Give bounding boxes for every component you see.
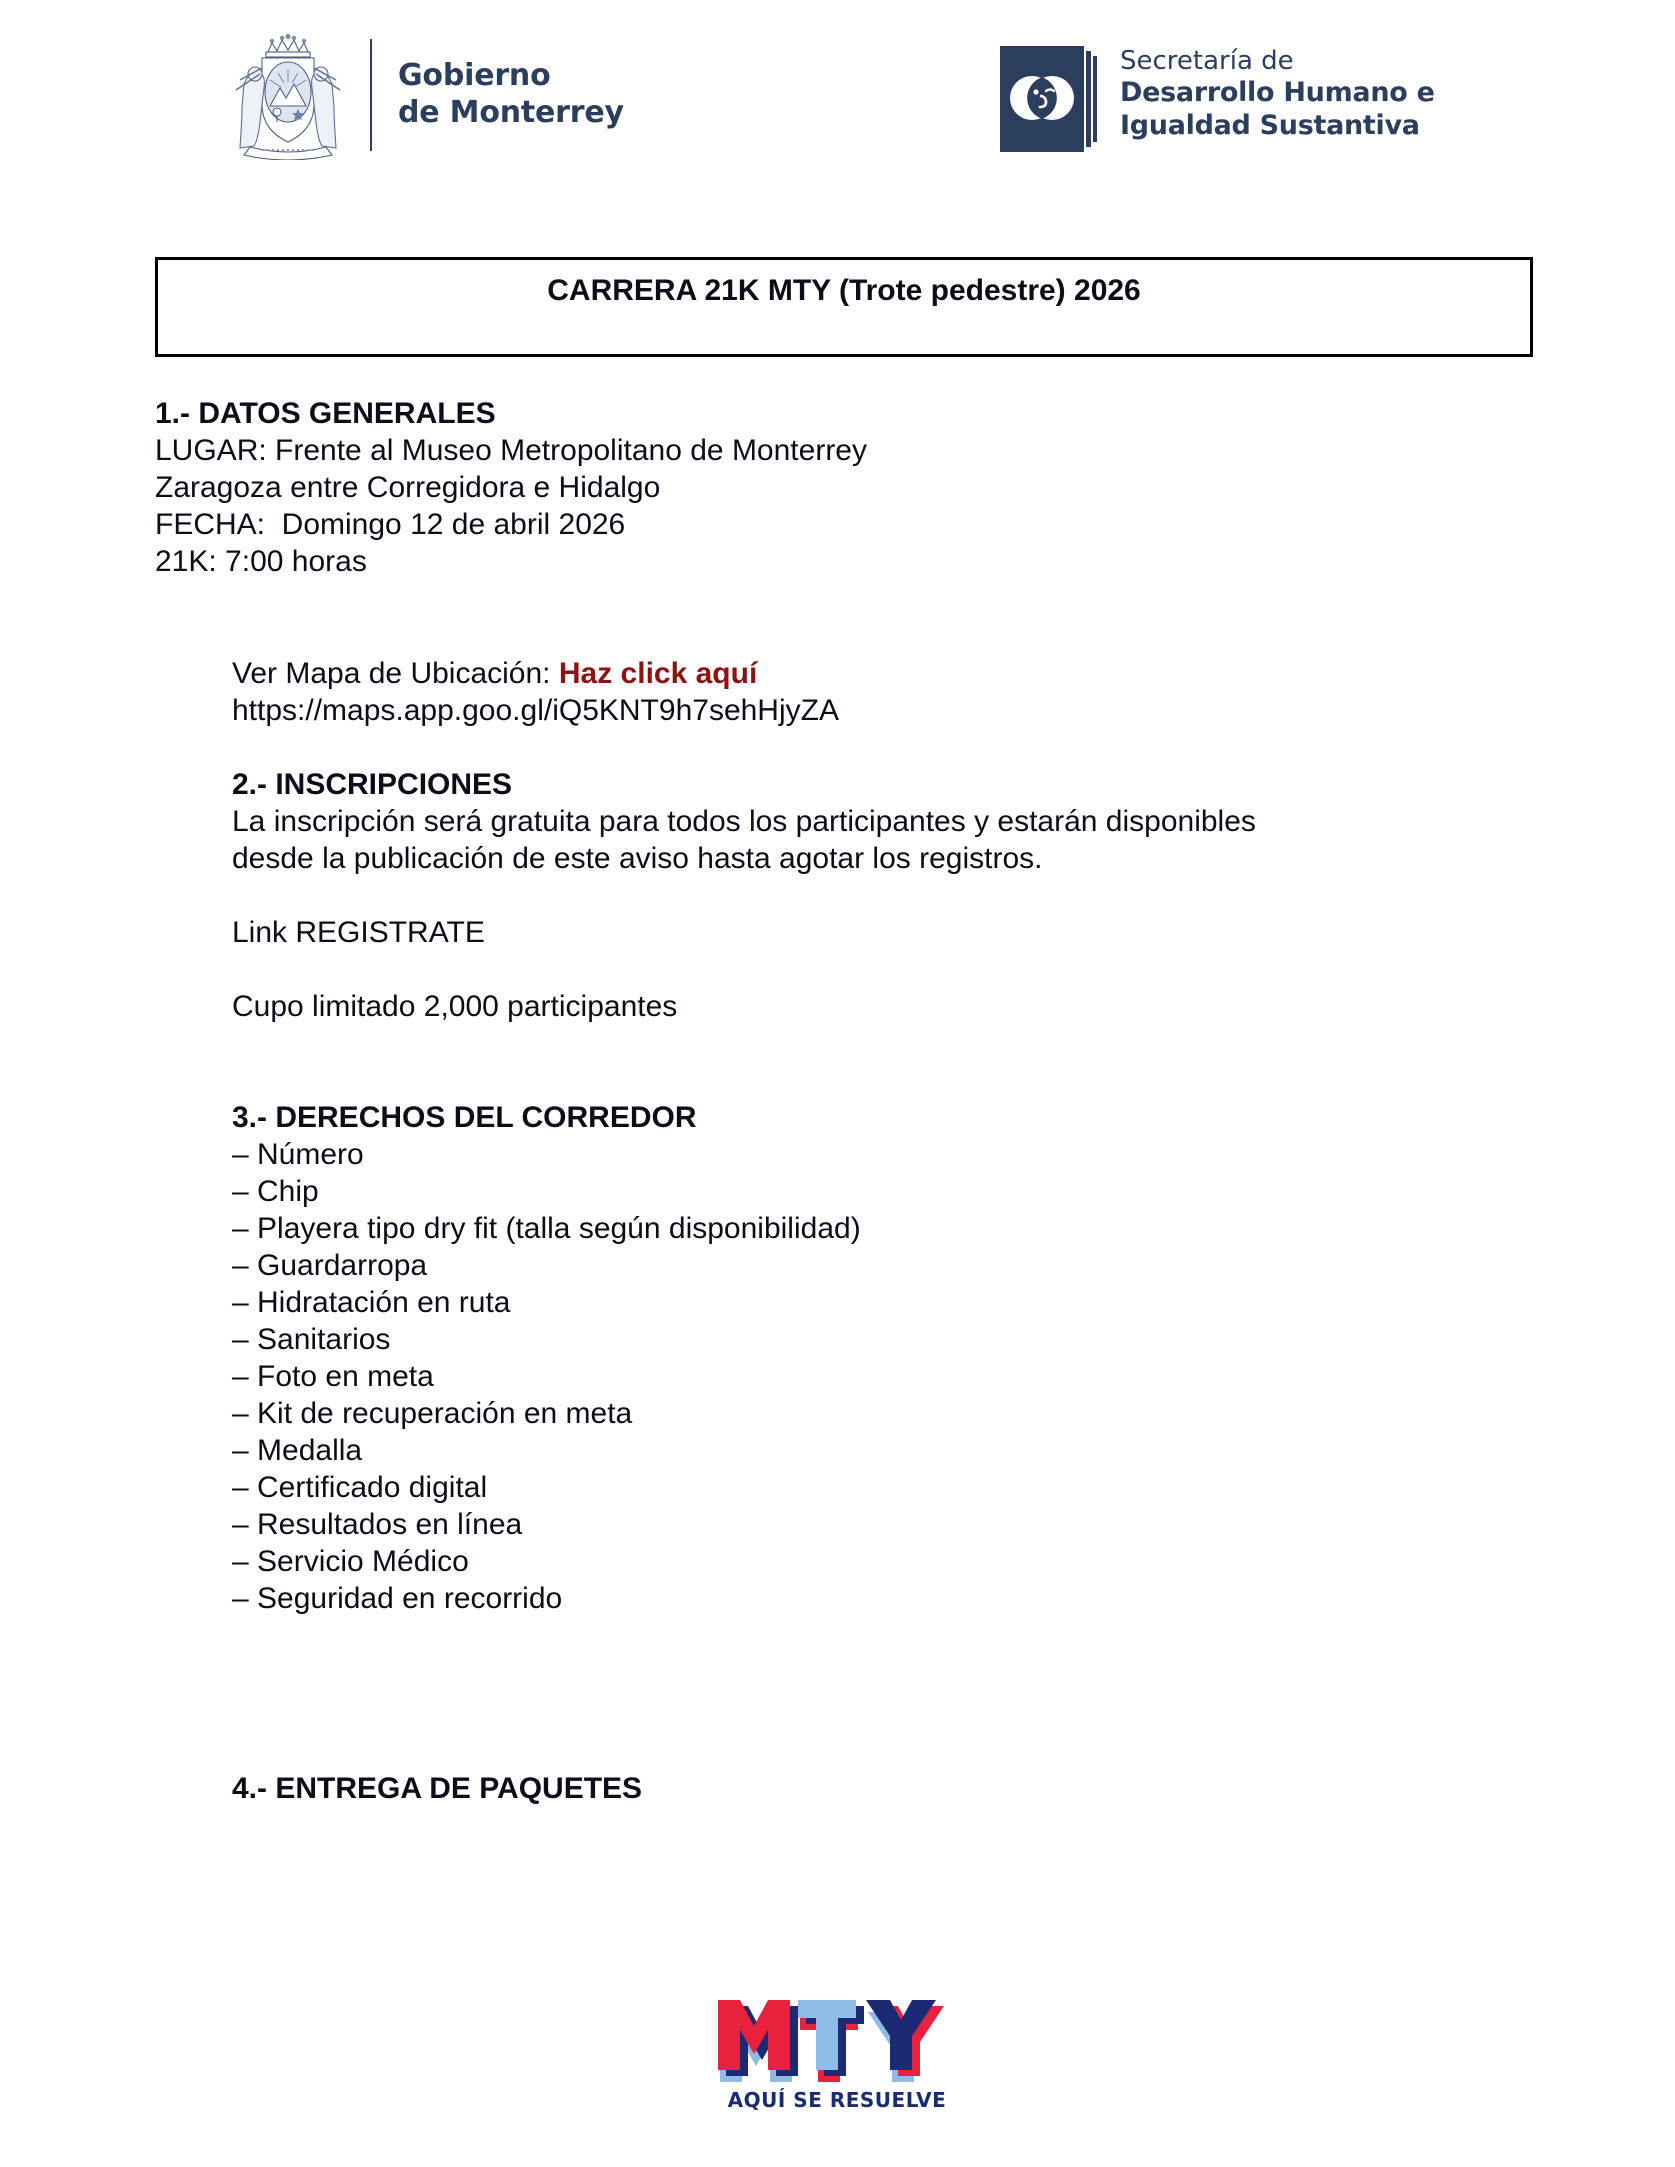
indented-content-block <box>232 655 1522 1617</box>
document-header <box>0 0 1675 200</box>
mty-footer-logo <box>712 1990 962 2125</box>
mty-tagline: AQUÍ SE RESUELVE <box>727 2088 947 2112</box>
spacer <box>232 1062 1522 1099</box>
list-item: – Foto en meta <box>232 1360 434 1393</box>
section-2-paragraph-line-2: desde la publicación de este aviso hasta agotar los registros. <box>232 842 1043 875</box>
map-link-row <box>232 655 1522 692</box>
section-1-line-1: LUGAR: Frente al Museo Metropolitano de Monterrey <box>155 434 867 467</box>
secretaria-logo <box>1000 46 1435 158</box>
section-2-heading: 2.- INSCRIPCIONES <box>232 768 513 801</box>
map-link-haz-click-aqui[interactable]: Haz click aquí <box>558 657 758 690</box>
gobierno-logo-line1: Gobierno <box>398 58 551 94</box>
list-item: – Certificado digital <box>232 1471 488 1504</box>
list-item: – Playera tipo dry fit (talla según disponibilidad) <box>232 1212 861 1245</box>
list-item: – Medalla <box>232 1434 363 1467</box>
section-1-datos-generales <box>155 395 1515 580</box>
section-3-heading: 3.- DERECHOS DEL CORREDOR <box>232 1101 697 1134</box>
list-item: – Servicio Médico <box>232 1545 469 1578</box>
section-1-line-2: Zaragoza entre Corregidora e Hidalgo <box>155 471 661 504</box>
section-1-line-4: 21K: 7:00 horas <box>155 545 367 578</box>
secretaria-logo-line2: Desarrollo Humano e <box>1120 77 1435 109</box>
section-4-heading: 4.- ENTREGA DE PAQUETES <box>232 1772 643 1805</box>
secretaria-logo-text <box>1120 46 1435 142</box>
secretaria-logo-line3: Igualdad Sustantiva <box>1120 109 1420 141</box>
section-2-cupo-limitado: Cupo limitado 2,000 participantes <box>232 990 678 1023</box>
spacer <box>232 951 1522 988</box>
spacer <box>232 729 1522 766</box>
page-title: CARRERA 21K MTY (Trote pedestre) 2026 <box>547 274 1141 307</box>
spacer <box>232 1025 1522 1062</box>
list-item: – Guardarropa <box>232 1249 428 1282</box>
section-2-paragraph-line-1: La inscripción será gratuita para todos los participantes y estarán disponibles <box>232 805 1256 838</box>
gobierno-logo-line2: de Monterrey <box>398 95 624 130</box>
list-item: – Número <box>232 1138 364 1171</box>
secretaria-logo-line1: Secretaría de <box>1120 46 1294 76</box>
mty-wordmark-icon <box>712 1990 962 2085</box>
section-1-line-3: FECHA: Domingo 12 de abril 2026 <box>155 508 626 541</box>
gobierno-logo-text <box>398 58 624 131</box>
logo-divider <box>370 39 372 151</box>
list-item: – Hidratación en ruta <box>232 1286 511 1319</box>
map-link-label: Ver Mapa de Ubicación: <box>232 657 559 690</box>
list-item: – Seguridad en recorrido <box>232 1582 563 1615</box>
list-item: – Chip <box>232 1175 319 1208</box>
list-item: – Kit de recuperación en meta <box>232 1397 633 1430</box>
gobierno-de-monterrey-logo <box>228 30 624 160</box>
title-box <box>155 257 1533 357</box>
monterrey-coat-of-arms-icon <box>228 30 348 160</box>
list-item: – Sanitarios <box>232 1323 391 1356</box>
list-item: – Resultados en línea <box>232 1508 523 1541</box>
spacer <box>232 877 1522 914</box>
map-url[interactable]: https://maps.app.goo.gl/iQ5KNT9h7sehHjyZA <box>232 694 839 727</box>
section-1-heading: 1.- DATOS GENERALES <box>155 397 496 430</box>
section-2-registrate-link[interactable]: Link REGISTRATE <box>232 916 485 949</box>
book-with-faces-icon <box>1000 46 1098 152</box>
